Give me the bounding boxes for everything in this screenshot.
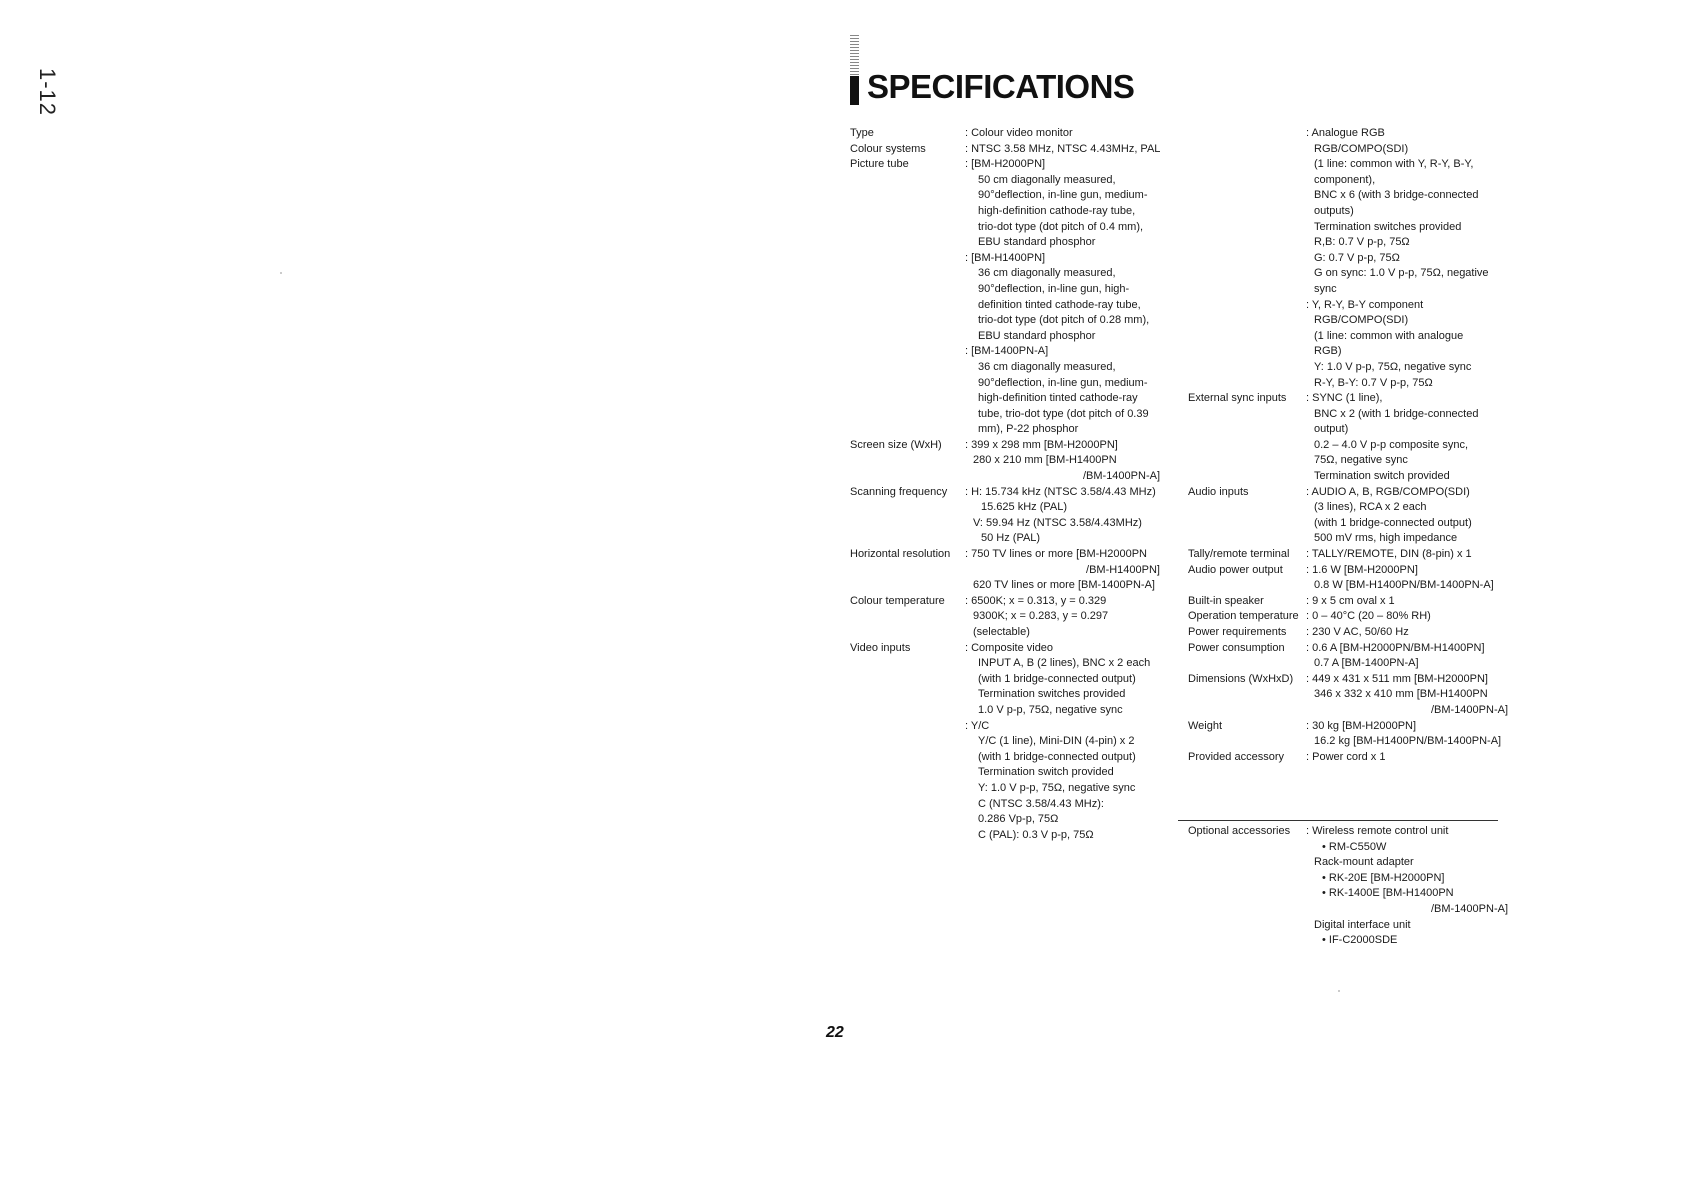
spec-value-line: INPUT A, B (2 lines), BNC x 2 each xyxy=(978,657,1151,670)
spec-row xyxy=(1188,563,1508,594)
spec-value-line: RGB) xyxy=(1314,345,1342,358)
spec-value xyxy=(1306,547,1508,563)
spec-value-line: R-Y, B-Y: 0.7 V p-p, 75Ω xyxy=(1314,376,1433,389)
spec-value-line: : SYNC (1 line), xyxy=(1306,392,1383,405)
spec-value-line: Y/C (1 line), Mini-DIN (4-pin) x 2 xyxy=(978,735,1135,748)
spec-value-line: definition tinted cathode-ray tube, xyxy=(978,298,1141,311)
spec-value-line: • RK-20E [BM-H2000PN] xyxy=(1322,871,1445,884)
spec-value-line: 16.2 kg [BM-H1400PN/BM-1400PN-A] xyxy=(1314,735,1502,748)
spec-value xyxy=(1306,672,1508,719)
spec-value xyxy=(1306,126,1508,391)
spec-label: Dimensions (WxHxD) xyxy=(1188,672,1294,685)
spec-value-line: /BM-H1400PN] xyxy=(1086,563,1160,576)
spec-value-line: : 230 V AC, 50/60 Hz xyxy=(1306,626,1409,638)
spec-value-line: : 1.6 W [BM-H2000PN] xyxy=(1306,563,1418,576)
spec-value-line: : 449 x 431 x 511 mm [BM-H2000PN] xyxy=(1306,672,1488,685)
spec-row xyxy=(1188,625,1508,641)
spec-label: Weight xyxy=(1188,719,1223,732)
spec-row xyxy=(850,438,1160,485)
spec-label: Operation temperature xyxy=(1188,610,1299,623)
spec-label: Scanning frequency xyxy=(850,485,948,498)
spec-label: Type xyxy=(850,127,874,139)
spec-row xyxy=(1188,750,1508,766)
optional-accessories-section xyxy=(1188,824,1508,949)
spec-value-line: : 399 x 298 mm [BM-H2000PN] xyxy=(965,438,1118,451)
spec-value-line: 346 x 332 x 410 mm [BM-H1400PN xyxy=(1314,688,1488,701)
spec-row xyxy=(1188,547,1508,563)
spec-label: Picture tube xyxy=(850,158,909,171)
spec-value-line: (1 line: common with Y, R-Y, B-Y, xyxy=(1314,158,1474,171)
spec-row xyxy=(1188,719,1508,750)
spec-value-line: : Y/C xyxy=(965,719,990,732)
spec-value xyxy=(965,142,1160,158)
spec-value xyxy=(965,594,1160,641)
spec-value-line: Y: 1.0 V p-p, 75Ω, negative sync xyxy=(978,781,1136,794)
spec-label: Colour temperature xyxy=(850,594,945,607)
spec-label xyxy=(1188,126,1306,391)
spec-value-line: component), xyxy=(1314,173,1376,186)
spec-value-line: : Composite video xyxy=(965,641,1054,654)
spec-value-line: (selectable) xyxy=(973,626,1030,638)
optional-accessories-divider xyxy=(1178,820,1498,821)
spec-value-line: : 0.6 A [BM-H2000PN/BM-H1400PN] xyxy=(1306,641,1485,654)
spec-value-line: Rack-mount adapter xyxy=(1314,856,1414,869)
spec-label: Built-in speaker xyxy=(1188,594,1264,607)
specs-left-column xyxy=(850,126,1160,843)
spec-value xyxy=(1306,594,1508,610)
spec-value-line: sync xyxy=(1314,282,1337,295)
spec-value xyxy=(965,641,1160,844)
spec-row xyxy=(850,594,1160,641)
spec-value xyxy=(1306,563,1508,594)
spec-value xyxy=(1306,824,1508,949)
spec-value-line: : Power cord x 1 xyxy=(1306,750,1386,763)
spec-row xyxy=(850,126,1160,142)
specs-right-column xyxy=(1188,126,1508,765)
spec-value-line: : [BM-1400PN-A] xyxy=(965,345,1049,358)
spec-value-line: : 30 kg [BM-H2000PN] xyxy=(1306,719,1417,732)
spec-value-line: 15.625 kHz (PAL) xyxy=(981,501,1068,514)
spec-value-line: 620 TV lines or more [BM-1400PN-A] xyxy=(973,579,1155,592)
spec-value-line: : [BM-H2000PN] xyxy=(965,158,1046,171)
scan-speck xyxy=(280,272,282,274)
spec-value-line: : 0 – 40°C (20 – 80% RH) xyxy=(1306,610,1431,623)
spec-value-line: Digital interface unit xyxy=(1314,918,1411,931)
spec-value-line: : Y, R-Y, B-Y component xyxy=(1306,298,1424,311)
spec-value-line: : H: 15.734 kHz (NTSC 3.58/4.43 MHz) xyxy=(965,485,1156,498)
scan-speck xyxy=(1338,990,1340,992)
spec-value-line: EBU standard phosphor xyxy=(978,236,1096,249)
spec-value xyxy=(1306,750,1508,766)
spec-row xyxy=(1188,824,1508,949)
spec-value-line: high-definition tinted cathode-ray xyxy=(978,392,1138,405)
spec-value-line: BNC x 2 (with 1 bridge-connected xyxy=(1314,407,1479,420)
spec-value-line: EBU standard phosphor xyxy=(978,329,1096,342)
spec-value-line: 0.8 W [BM-H1400PN/BM-1400PN-A] xyxy=(1314,579,1494,592)
spec-label: Video inputs xyxy=(850,641,911,654)
spec-value-line: (with 1 bridge-connected output) xyxy=(978,672,1136,685)
spec-value-line: : 6500K; x = 0.313, y = 0.329 xyxy=(965,594,1107,607)
spec-value-line: mm), P-22 phosphor xyxy=(978,423,1079,436)
spec-row xyxy=(1188,594,1508,610)
spec-value-line: V: 59.94 Hz (NTSC 3.58/4.43MHz) xyxy=(973,516,1142,529)
spec-value-line: (with 1 bridge-connected output) xyxy=(978,750,1136,763)
spec-value-line: : AUDIO A, B, RGB/COMPO(SDI) xyxy=(1306,485,1470,498)
spec-label: Colour systems xyxy=(850,142,926,155)
spec-value xyxy=(1306,391,1508,485)
spec-value-line: 0.7 A [BM-1400PN-A] xyxy=(1314,657,1419,670)
spec-value-line: C (NTSC 3.58/4.43 MHz): xyxy=(978,797,1104,810)
spec-row xyxy=(850,641,1160,844)
spec-value-line: /BM-1400PN-A] xyxy=(1430,703,1508,716)
spec-value-line: BNC x 6 (with 3 bridge-connected xyxy=(1314,189,1479,202)
spec-value-line: : 750 TV lines or more [BM-H2000PN xyxy=(965,548,1147,561)
spec-value-line: 50 Hz (PAL) xyxy=(981,532,1041,545)
spec-value-line: G: 0.7 V p-p, 75Ω xyxy=(1314,251,1400,264)
spec-value-line: Termination switch provided xyxy=(1314,470,1450,483)
spec-value xyxy=(965,438,1160,485)
spec-value-line: R,B: 0.7 V p-p, 75Ω xyxy=(1314,236,1410,249)
spec-value-line: /BM-1400PN-A] xyxy=(1082,470,1160,483)
spec-value xyxy=(1306,485,1508,547)
spec-value-line: tube, trio-dot type (dot pitch of 0.39 xyxy=(978,407,1149,420)
spec-value-line: (1 line: common with analogue xyxy=(1314,329,1464,342)
spec-value-line: G on sync: 1.0 V p-p, 75Ω, negative xyxy=(1314,267,1489,280)
title-bar-solid xyxy=(850,76,859,105)
spec-value-line: : Analogue RGB xyxy=(1306,127,1385,139)
spec-value-line: 500 mV rms, high impedance xyxy=(1314,532,1458,545)
spec-value-line: 0.286 Vp-p, 75Ω xyxy=(978,813,1059,826)
spec-value-line: 90°deflection, in-line gun, medium- xyxy=(978,189,1148,202)
spec-value xyxy=(1306,641,1508,672)
spec-value-line: : Colour video monitor xyxy=(965,127,1073,139)
spec-value-line: 90°deflection, in-line gun, high- xyxy=(978,282,1130,295)
spec-value-line: Termination switches provided xyxy=(978,688,1126,701)
spec-value xyxy=(965,547,1160,594)
spec-value-line: 9300K; x = 0.283, y = 0.297 xyxy=(973,610,1109,623)
spec-value-line: RGB/COMPO(SDI) xyxy=(1314,314,1409,327)
spec-value xyxy=(1306,719,1508,750)
spec-value-line: 36 cm diagonally measured, xyxy=(978,360,1116,373)
spec-label: Power consumption xyxy=(1188,641,1285,654)
spec-value-line: • RK-1400E [BM-H1400PN xyxy=(1322,887,1454,900)
spec-value-line: Y: 1.0 V p-p, 75Ω, negative sync xyxy=(1314,360,1472,373)
spec-value-line: (with 1 bridge-connected output) xyxy=(1314,516,1472,529)
spec-value-line: : [BM-H1400PN] xyxy=(965,251,1046,264)
side-page-number: 1-12 xyxy=(35,68,60,117)
spec-value xyxy=(1306,625,1508,641)
spec-value-line: RGB/COMPO(SDI) xyxy=(1314,142,1409,155)
spec-value-line: trio-dot type (dot pitch of 0.28 mm), xyxy=(978,314,1150,327)
spec-value-line: /BM-1400PN-A] xyxy=(1430,902,1508,915)
spec-row xyxy=(1188,126,1508,391)
spec-value-line: Termination switches provided xyxy=(1314,220,1462,233)
spec-label: Screen size (WxH) xyxy=(850,438,942,451)
spec-value-line: Termination switch provided xyxy=(978,766,1114,779)
spec-value-line: (3 lines), RCA x 2 each xyxy=(1314,501,1427,514)
spec-row xyxy=(1188,391,1508,485)
spec-value xyxy=(965,126,1160,142)
spec-value-line: trio-dot type (dot pitch of 0.4 mm), xyxy=(978,220,1144,233)
spec-value-line: 36 cm diagonally measured, xyxy=(978,267,1116,280)
spec-value-line: 1.0 V p-p, 75Ω, negative sync xyxy=(978,703,1123,716)
spec-value-line: : 9 x 5 cm oval x 1 xyxy=(1306,594,1395,607)
spec-label: Audio inputs xyxy=(1188,485,1249,498)
spec-label: Optional accessories xyxy=(1188,825,1291,837)
spec-label: Audio power output xyxy=(1188,563,1283,576)
spec-row xyxy=(850,547,1160,594)
spec-label: Power requirements xyxy=(1188,626,1287,638)
spec-value-line: : NTSC 3.58 MHz, NTSC 4.43MHz, PAL xyxy=(965,142,1161,155)
spec-value-line: 90°deflection, in-line gun, medium- xyxy=(978,376,1148,389)
spec-label: External sync inputs xyxy=(1188,392,1287,405)
spec-value xyxy=(1306,609,1508,625)
spec-row xyxy=(850,157,1160,438)
spec-row xyxy=(1188,485,1508,547)
spec-value-line: C (PAL): 0.3 V p-p, 75Ω xyxy=(978,828,1094,841)
spec-value-line: 50 cm diagonally measured, xyxy=(978,173,1116,186)
spec-value-line: • RM-C550W xyxy=(1322,840,1387,853)
spec-label: Tally/remote terminal xyxy=(1188,548,1290,561)
spec-value-line: output) xyxy=(1314,423,1349,436)
spec-row xyxy=(1188,609,1508,625)
spec-row xyxy=(850,485,1160,547)
spec-label: Horizontal resolution xyxy=(850,548,951,561)
spec-value-line: : TALLY/REMOTE, DIN (8-pin) x 1 xyxy=(1306,548,1472,561)
page-title: SPECIFICATIONS xyxy=(867,68,1135,105)
page-number: 22 xyxy=(826,1024,844,1041)
spec-row xyxy=(1188,672,1508,719)
spec-row xyxy=(850,142,1160,158)
spec-label: Provided accessory xyxy=(1188,750,1284,763)
spec-value-line: 280 x 210 mm [BM-H1400PN xyxy=(973,454,1117,467)
spec-value-line: 75Ω, negative sync xyxy=(1314,454,1408,467)
spec-value-line: • IF-C2000SDE xyxy=(1322,934,1398,947)
spec-value-line: high-definition cathode-ray tube, xyxy=(978,204,1136,217)
spec-value xyxy=(965,485,1160,547)
spec-value-line: : Wireless remote control unit xyxy=(1306,825,1449,837)
spec-value-line: outputs) xyxy=(1314,204,1354,217)
spec-value-line: 0.2 – 4.0 V p-p composite sync, xyxy=(1314,438,1469,451)
spec-value xyxy=(965,157,1160,438)
spec-row xyxy=(1188,641,1508,672)
